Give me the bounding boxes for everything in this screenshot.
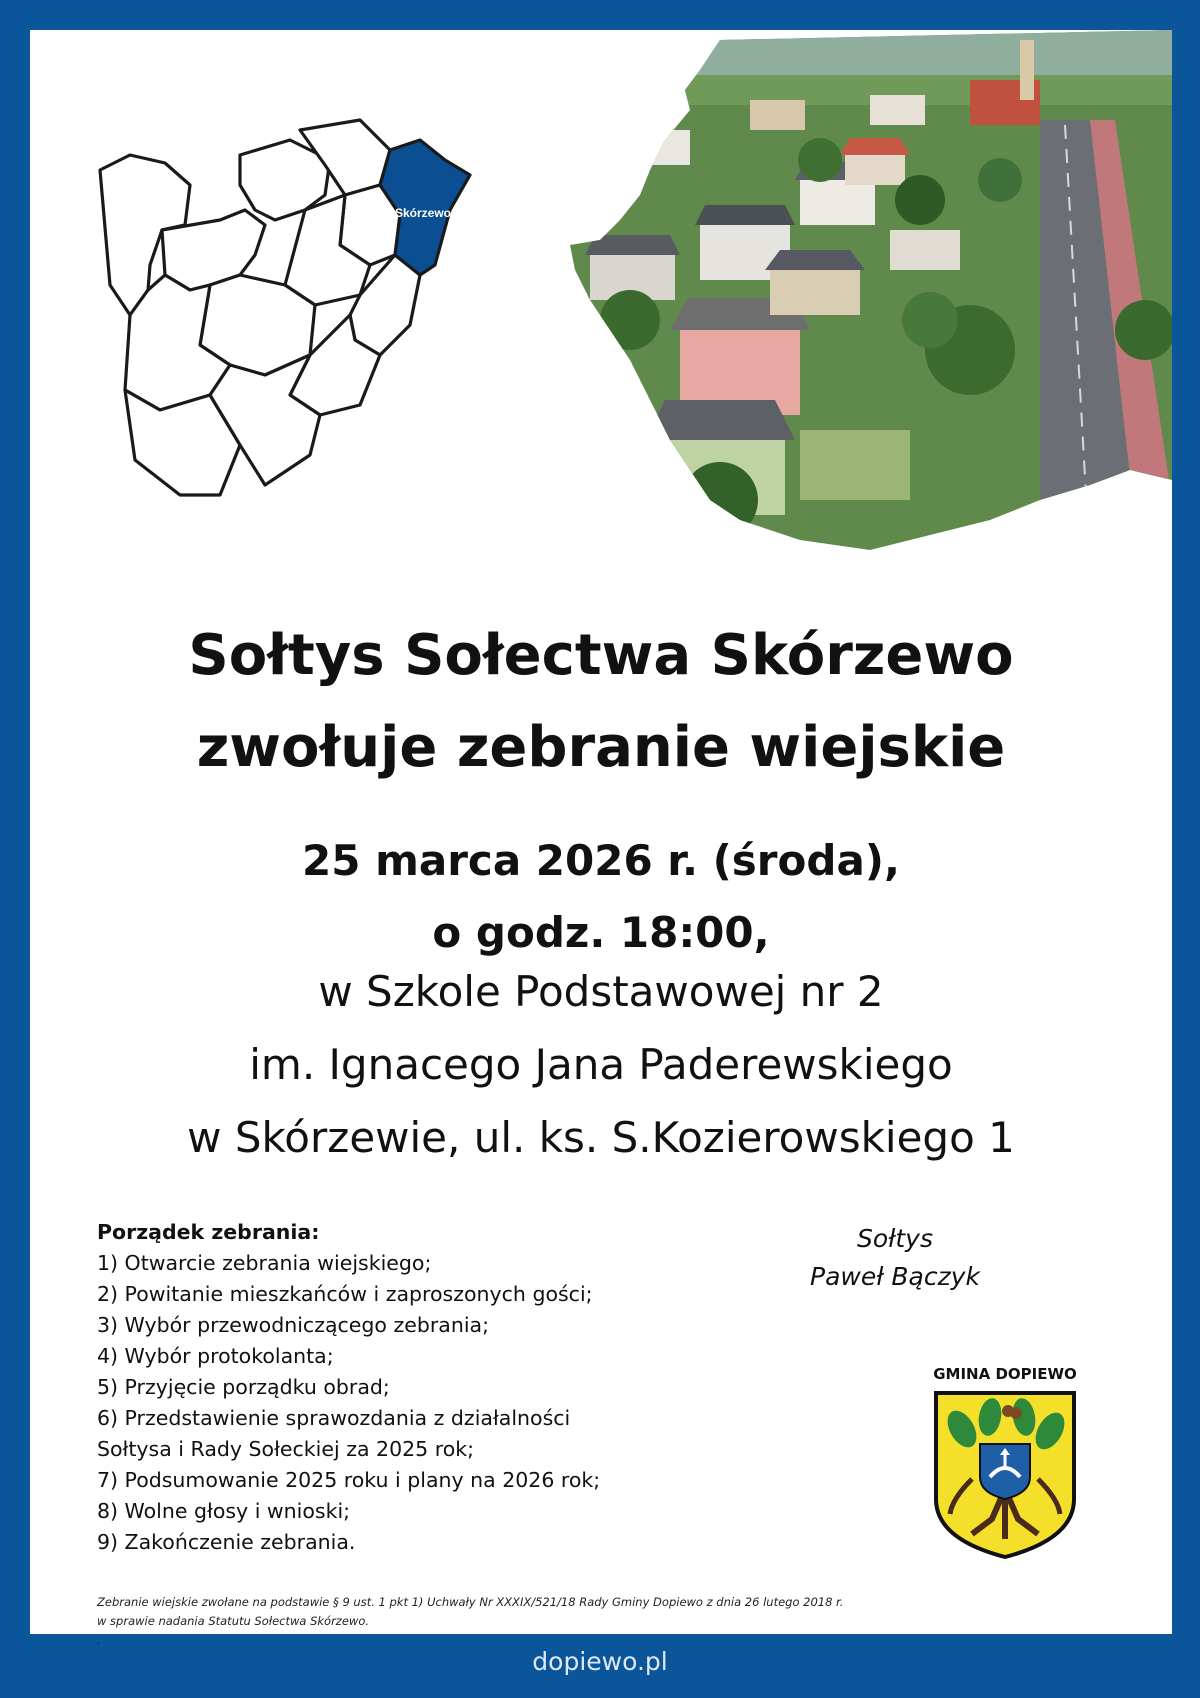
event-location [30,955,1172,1174]
footnote-line-2: w sprawie nadania Statutu Sołectwa Skórzewo. [97,1614,370,1628]
agenda-item: 7) Podsumowanie 2025 roku i plany na 2026 rok; [97,1468,601,1492]
location-line-1: w Szkole Podstawowej nr 2 [318,967,884,1016]
agenda-item: 5) Przyjęcie porządku obrad; [97,1375,390,1399]
page-title [30,610,1172,794]
agenda-item: 3) Wybór przewodniczącego zebrania; [97,1313,490,1337]
agenda-item: 4) Wybór protokolanta; [97,1344,334,1368]
gmina-crest [920,1365,1090,1565]
event-date: 25 marca 2026 r. (środa), [302,836,900,885]
aerial-photo [570,30,1172,565]
agenda-item: Sołtysa i Rady Sołeckiej za 2025 rok; [97,1437,475,1461]
footnote-line-1: Zebranie wiejskie zwołane na podstawie § 9 ust. 1 pkt 1) Uchwały Nr XXXIX/521/18 Rady Gminy Dopiewo z dnia 26 lutego 2018 r. [97,1595,844,1609]
agenda-heading: Porządek zebrania: [97,1220,320,1244]
meeting-agenda [97,1217,717,1558]
footnote-line-3: . [97,1633,101,1647]
signature-name: Paweł Bączyk [810,1262,980,1291]
title-line-2: zwołuje zebranie wiejskie [196,715,1006,780]
agenda-item: 9) Zakończenie zebrania. [97,1530,356,1554]
agenda-item: 6) Przedstawienie sprawozdania z działalności [97,1406,571,1430]
coat-of-arms-icon [932,1389,1078,1561]
footer-website[interactable] [0,1642,1200,1682]
gmina-map [90,115,550,560]
agenda-item: 1) Otwarcie zebrania wiejskiego; [97,1251,432,1275]
agenda-item: 2) Powitanie mieszkańców i zaproszonych gości; [97,1282,593,1306]
title-line-1: Sołtys Sołectwa Skórzewo [188,623,1014,688]
location-line-2: im. Ignacego Jana Paderewskiego [249,1040,953,1089]
signature-role: Sołtys [857,1224,933,1253]
crest-title: GMINA DOPIEWO [933,1365,1077,1383]
event-datetime [30,825,1172,969]
poster [30,30,1172,1647]
location-line-3: w Skórzewie, ul. ks. S.Kozierowskiego 1 [187,1113,1015,1162]
agenda-item: 8) Wolne głosy i wnioski; [97,1499,351,1523]
event-time: o godz. 18:00, [432,908,770,957]
signature-block [730,1220,1060,1296]
website-link[interactable]: dopiewo.pl [532,1647,668,1676]
map-label-skorzewo: Skórzewo [394,206,452,220]
